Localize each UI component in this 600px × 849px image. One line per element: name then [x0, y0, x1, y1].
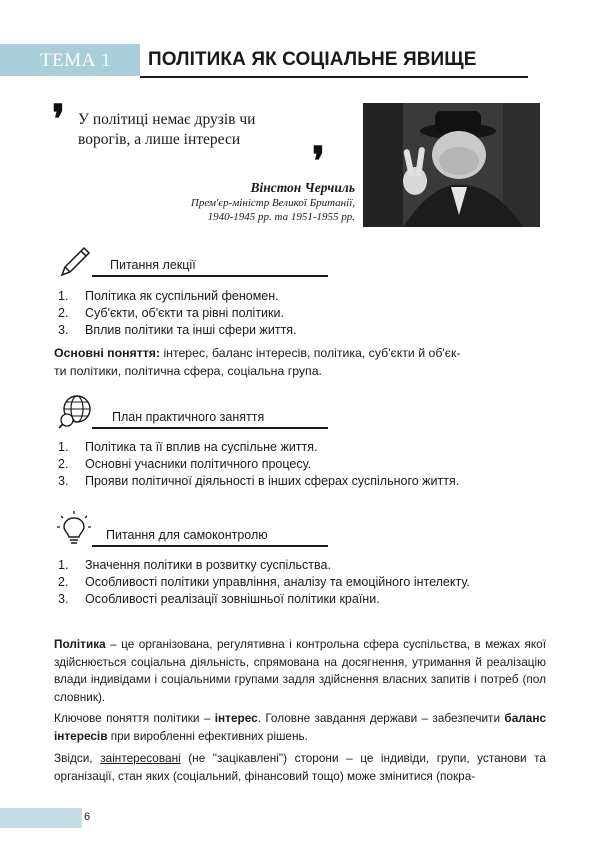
term-stakeholders: заінтересовані: [100, 751, 181, 765]
key-concepts-label: Основні поняття:: [54, 346, 161, 360]
stakeholders-text: (не "зацікавлені") сторони – це індивіди, групи, установи та організації, стан яких (соціальний, фінансовий тощо) може змінитися (покра-: [54, 751, 546, 783]
close-quote-icon: ❜: [312, 138, 325, 185]
stakeholders-paragraph: [54, 750, 546, 785]
interest-text-end: при виробленні ефективних рішень.: [107, 728, 308, 743]
page-title: ПОЛІТИКА ЯК СОЦІАЛЬНЕ ЯВИЩЕ: [148, 49, 477, 70]
author-role: [135, 196, 355, 224]
lecture-list: [58, 288, 548, 339]
quote-line-1: У політиці немає друзів чи: [78, 111, 256, 128]
term-balance: баланс інтересів: [54, 711, 547, 743]
self-control-heading: Питання для самоконтролю: [106, 528, 268, 542]
list-item: 3. Вплив політики та інші сфери життя.: [58, 323, 297, 337]
title-divider: [140, 76, 528, 78]
page-number-bar: [0, 808, 82, 828]
list-item: 1. Політика як суспільний феномен.: [58, 289, 279, 303]
quote-line-2: ворогів, а лише інтереси: [78, 131, 241, 148]
author-role-line-1: Прем'єр-міністр Великої Британії,: [190, 197, 355, 209]
lightbulb-icon: [56, 510, 92, 546]
list-item: 1. Значення політики в розвитку суспільства.: [58, 558, 331, 572]
globe-icon: [57, 393, 93, 429]
interest-paragraph: [54, 710, 546, 745]
author-role-line-2: 1940-1945 рр. та 1951-1955 рр.: [207, 211, 355, 223]
theme-label: ТЕМА 1: [40, 50, 112, 71]
list-item: 2. Особливості політики управління, аналізу та емоційного інтелекту.: [58, 575, 470, 589]
list-item: 1. Політика та її вплив на суспільне життя.: [58, 440, 318, 454]
key-concepts-line-2: ти політики, політична сфера, соціальна група.: [54, 364, 322, 378]
open-quote-icon: ❜: [52, 96, 65, 143]
interest-text-start: Ключове поняття політики –: [54, 711, 215, 725]
list-item: 3. Прояви політичної діяльності в інших сферах суспільного життя.: [58, 474, 460, 488]
author-photo: [363, 103, 540, 227]
list-item: 2. Основні учасники політичного процесу.: [58, 457, 312, 471]
pencil-icon: [56, 243, 92, 279]
key-concepts: [54, 344, 546, 380]
lecture-heading: Питання лекції: [110, 258, 196, 272]
lecture-heading-rule: [92, 275, 328, 277]
term-politics: Політика: [54, 637, 106, 651]
practical-list: [58, 439, 548, 490]
interest-text-mid: . Головне завдання держави – забезпечити: [257, 711, 505, 725]
practical-heading: План практичного заняття: [112, 410, 265, 424]
quote-author: Вінстон Черчиль: [250, 180, 355, 195]
stakeholders-text-start: Звідси,: [54, 751, 101, 765]
self-control-heading-rule: [92, 545, 328, 547]
list-item: 2. Суб'єкти, об'єкти та рівні політики.: [58, 306, 284, 320]
portrait-illustration: [363, 103, 540, 227]
key-concepts-line-1: інтерес, баланс інтересів, політика, суб'єкти й об'єк-: [160, 346, 461, 360]
page-number: 6: [84, 811, 91, 823]
self-control-list: [58, 557, 548, 608]
term-interest: інтерес: [214, 711, 258, 725]
quote-text: [78, 110, 328, 150]
definition-text: – це організована, регулятивна і контрольна сфера суспільства, в межах якої здійснюється соціальна діяльність, спрямована на досягнення, утримання й реалізацію влади індивідами і соціальними групами задля здійснення власних запитів і потреб (пол словник).: [54, 637, 546, 704]
definition-paragraph: [54, 636, 546, 706]
list-item: 3. Особливості реалізації зовнішньої політики країни.: [58, 592, 380, 606]
practical-heading-rule: [92, 427, 328, 429]
